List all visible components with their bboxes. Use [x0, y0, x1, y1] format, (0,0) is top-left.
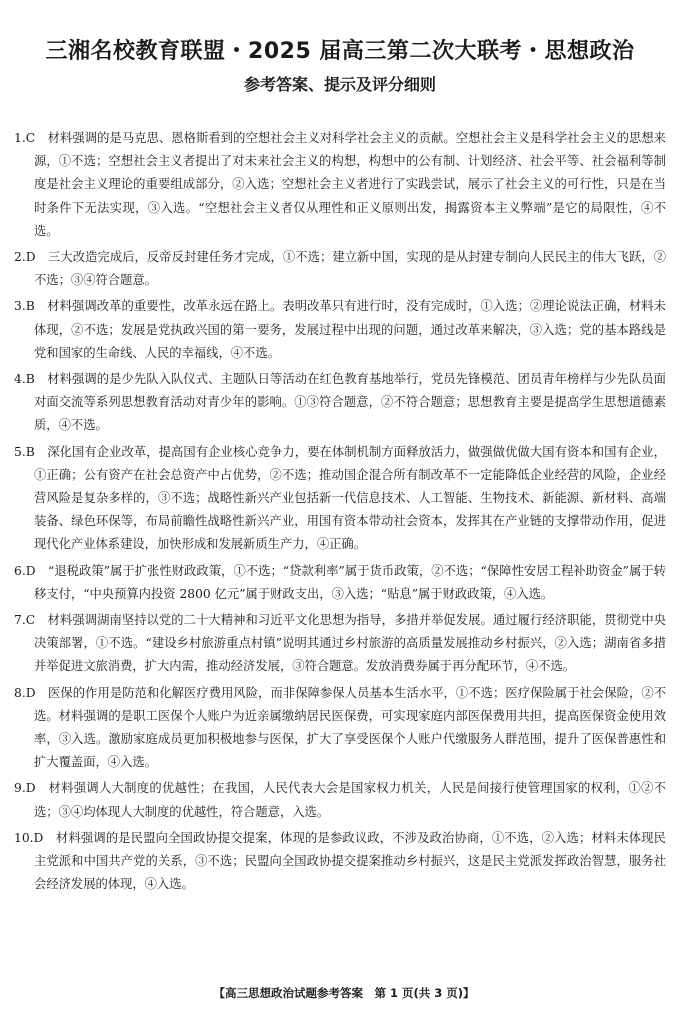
- answer-item-10: [14, 827, 666, 897]
- answer-item-5: [14, 441, 666, 557]
- answer-number: 8.D: [14, 685, 36, 700]
- answer-number: 4.B: [14, 372, 35, 387]
- answer-list: [14, 127, 666, 897]
- answer-explanation: “退税政策”属于扩张性财政政策，①不选；“贷款利率”属于货币政策，②不选；“保障性安居工程补助资金”属于转移支付，“中央预算内投资 2800 亿元”属于财政支出，③入选；“贴息”属于财政政策，④入选。: [34, 563, 666, 601]
- answer-number: 6.D: [14, 563, 36, 578]
- answer-number: 9.D: [14, 781, 36, 796]
- answer-number: 2.D: [14, 250, 36, 265]
- answer-number: 5.B: [14, 444, 35, 459]
- document-subtitle: 参考答案、提示及评分细则: [243, 75, 436, 94]
- answer-explanation: 材料强调的是少先队入队仪式、主题队日等活动在红色教育基地举行，党员先锋模范、团员青年榜样与少先队员面对面交流等系列思想教育活动对青少年的影响。①③符合题意，②不符合题意；思想教育主要是提高学生思想道德素质，④不选。: [34, 372, 666, 433]
- answer-item-2: [14, 246, 666, 292]
- answer-number: 7.C: [14, 613, 36, 628]
- answer-number: 3.B: [14, 299, 35, 314]
- answer-explanation: 材料强调的是马克思、恩格斯看到的空想社会主义对科学社会主义的贡献。空想社会主义是科学社会主义的思想来源，①不选；空想社会主义者提出了对未来社会主义的构想，构想中的公有制、计划经济、社会平等、社会福利等制度是社会主义理论的重要组成部分，②入选；空想社会主义者进行了实践尝试，展示了社会主义的可行性，只是在当时条件下无法实现，③入选。“空想社会主义者仅从理性和正义原则出发，揭露资本主义弊端”是它的局限性，④不选。: [34, 131, 666, 238]
- answer-explanation: 材料强调湖南坚持以党的二十大精神和习近平文化思想为指导，多措并举促发展。通过履行经济职能，贯彻党中央决策部署，①不选。“建设乡村旅游重点村镇”说明其通过乡村旅游的高质量发展推动乡村振兴，②入选；湖南省多措并举促进文旅消费，扩大内需，推动经济发展，③符合题意。发放消费券属于再分配环节，④不选。: [34, 613, 666, 674]
- answer-explanation: 材料强调人大制度的优越性；在我国，人民代表大会是国家权力机关，人民是间接行使管理国家的权利，①②不选；③④均体现人大制度的优越性，符合题意，入选。: [34, 781, 666, 819]
- answer-item-6: [14, 560, 666, 606]
- answer-explanation: 材料强调的是民盟向全国政协提交提案，体现的是参政议政，不涉及政治协商，①不选，②入选；材料未体现民主党派和中国共产党的关系，③不选；民盟向全国政协提交提案推动乡村振兴，这是民主党派发挥政治智慧，服务社会经济发展的体现，④入选。: [34, 830, 666, 892]
- answer-explanation: 三大改造完成后，反帝反封建任务才完成，①不选；建立新中国，实现的是从封建专制向人民民主的伟大飞跃，②不选；③④符合题意。: [34, 250, 666, 288]
- answer-number: 1.C: [14, 131, 36, 145]
- answer-item-1: [14, 127, 666, 243]
- answer-item-3: [14, 295, 666, 365]
- page-footer: 【高三思想政治试题参考答案 第 1 页(共 3 页)】: [213, 986, 475, 1000]
- answer-number: 10.D: [14, 830, 44, 845]
- answer-item-8: [14, 682, 666, 775]
- answer-item-7: [14, 609, 666, 679]
- answer-explanation: 深化国有企业改革，提高国有企业核心竞争力，要在体制机制方面释放活力，做强做优做大国有资本和国有企业，①正确；公有资产在社会总资产中占优势，②不选；推动国企混合所有制改革不一定能降低企业经营的风险，企业经营风险是复杂多样的，③不选；战略性新兴产业包括新一代信息技术、人工智能、生物技术、新能源、新材料、高端装备、绿色环保等，布局前瞻性战略性新兴产业，用国有资本带动社会资本，发挥其在产业链的支撑带动作用，促进现代化产业体系建设，加快形成和发展新质生产力，④正确。: [34, 444, 666, 552]
- answer-item-4: [14, 368, 666, 438]
- answer-explanation: 医保的作用是防范和化解医疗费用风险，而非保障参保人员基本生活水平，①不选；医疗保险属于社会保险，②不选。材料强调的是职工医保个人账户为近亲属缴纳居民医保费，可实现家庭内部医保费用共担，提高医保资金使用效率，③入选。激励家庭成员更加积极地参与医保，扩大了享受医保个人账户代缴服务人群范围，提升了医保普惠性和扩大覆盖面，④入选。: [34, 685, 666, 770]
- document-title: 三湘名校教育联盟・2025 届高三第二次大联考・思想政治: [45, 39, 635, 64]
- answer-explanation: 材料强调改革的重要性，改革永远在路上。表明改革只有进行时，没有完成时，①入选；②理论说法正确，材料未体现，②不选；发展是党执政兴国的第一要务，发展过程中出现的问题，通过改革来解决，③入选；党的基本路线是党和国家的生命线、人民的幸福线，④不选。: [34, 299, 666, 360]
- answer-item-9: [14, 777, 666, 823]
